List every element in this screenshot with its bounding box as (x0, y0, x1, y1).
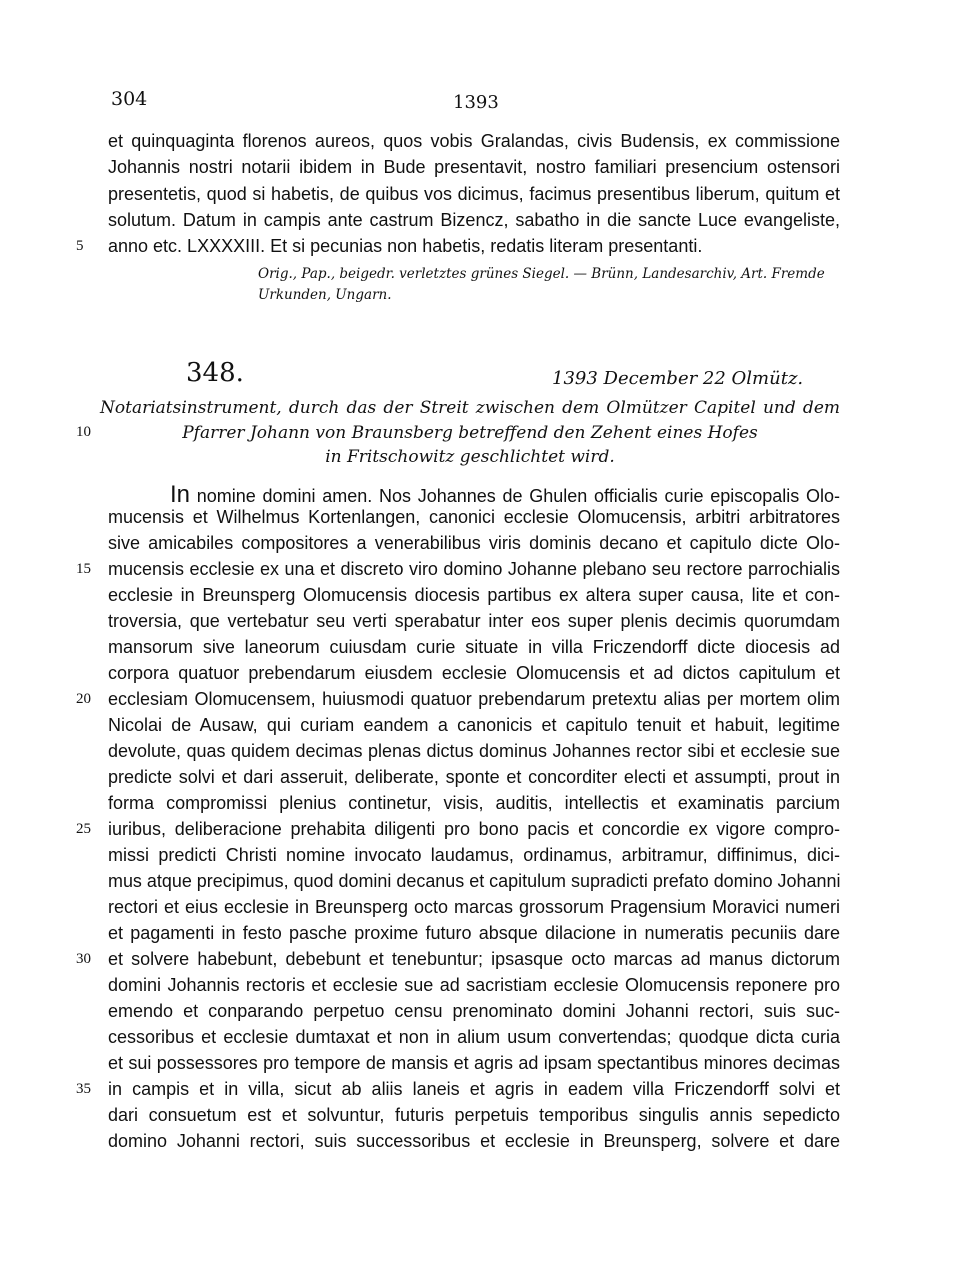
text-line: anno etc. LXXXXIII. Et si pecunias non habetis, redatis literam presentanti. (108, 236, 703, 256)
text-line: in campis et in villa, sicut ab aliis laneis et agris in eadem villa Friczendorff solvi et (108, 1079, 840, 1099)
text-line: ecclesiam Olomucensem, huiusmodi quatuor prebendarum pretextu alias per mortem olim (108, 689, 840, 709)
text-line: Johannis nostri notarii ibidem in Bude presentavit, nostro familiari presencium ostensori (108, 157, 840, 177)
text-line: corpora quatuor prebendarum eiusdem ecclesie Olomucensis et ad dictos capitulum et (108, 663, 840, 683)
text-line: ecclesie in Breunsperg Olomucensis diocesis partibus ex altera super causa, lite et con- (108, 585, 840, 605)
text-line: mus atque precipimus, quod domini decanus et capitulum supradicti prefato domino Johanni (108, 871, 841, 891)
text-line: presentetis, quod si habetis, de quibus vos dicimus, facimus presentibus liberum, quitum et (108, 184, 840, 204)
text-line: sive amicabiles compositores a venerabilibus viris dominis decano et capitulo dicte Olo- (108, 533, 840, 553)
text-line: forma compromissi plenius continetur, visis, auditis, intellectis et examinatis parcium (108, 793, 840, 813)
line-number: 10 (76, 424, 91, 440)
incipit-initial: In (170, 481, 191, 508)
text-line: et quinquaginta florenos aureos, quos vobis Gralandas, civis Budensis, ex commissione (108, 131, 840, 151)
text-line (170, 481, 840, 509)
document-date: 1393 December 22 Olmütz. (552, 368, 804, 389)
regest-line: Notariatsinstrument, durch das der Streit zwischen dem Olmützer Capitel und dem (100, 398, 840, 418)
incipit-rest: nomine domini amen. Nos Johannes de Ghulen officialis curie episcopalis Olo- (190, 486, 840, 506)
text-line: devolute, quas quidem decimas plenas dictus dominus Johannes rector sibi et ecclesie sue (108, 741, 840, 761)
page-year: 1393 (453, 92, 499, 113)
regest-line: Pfarrer Johann von Braunsberg betreffend den Zehent eines Hofes (182, 423, 758, 443)
text-line: et pagamenti in festo pasche proxime futuro absque dilacione in numeratis pecuniis dare (108, 923, 840, 943)
text-line: domino Johanni rectori, suis successoribus et ecclesie in Breunsperg, solvere et dare (108, 1131, 840, 1151)
text-line: predicte solvi et dari asseruit, deliberate, sponte et concorditer electi et assumpti, prout in (108, 767, 840, 787)
text-line: mucensis et Wilhelmus Kortenlangen, canonici ecclesie Olomucensis, arbitri arbitratores (108, 507, 840, 527)
text-line: et sui possessores pro tempore de mansis et agris ad ipsam spectantibus minores decimas (108, 1053, 840, 1073)
text-line: mucensis ecclesie ex una et discreto viro domino Johanne plebano seu rectore parrochialis (108, 559, 840, 579)
text-line: domini Johannis rectoris et ecclesie sue ad sacristiam ecclesie Olomucensis reponere pro (108, 975, 840, 995)
text-line: Nicolai de Ausaw, qui curiam eandem a canonicis et capitulo tenuit et habuit, legitime (108, 715, 840, 735)
line-number: 30 (76, 951, 91, 967)
text-line: missi predicti Christi nomine invocato laudamus, ordinamus, arbitramur, diffinimus, dici- (108, 845, 840, 865)
line-number: 35 (76, 1081, 91, 1097)
source-note: Orig., Pap., beigedr. verletztes grünes Siegel. — Brünn, Landesarchiv, Art. Fremde (258, 266, 825, 282)
line-number: 25 (76, 821, 91, 837)
line-number: 15 (76, 561, 91, 577)
source-note: Urkunden, Ungarn. (258, 287, 392, 303)
text-line: dari consuetum est et solvuntur, futuris perpetuis temporibus singulis annis sepedicto (108, 1105, 840, 1125)
line-number: 20 (76, 691, 91, 707)
regest-line: in Fritschowitz geschlichtet wird. (325, 447, 615, 467)
text-line: mansorum sive laneorum cuiusdam curie situate in villa Friczendorff dicte diocesis ad (108, 637, 840, 657)
text-line: et solvere habebunt, debebunt et tenebuntur; ipsasque octo marcas ad manus dictorum (108, 949, 840, 969)
text-line: iuribus, deliberacione prehabita diligenti pro bono pacis et concordie ex vigore compro- (108, 819, 840, 839)
line-number: 5 (76, 238, 84, 254)
text-line: solutum. Datum in campis ante castrum Bizencz, sabatho in die sancte Luce evangeliste, (108, 210, 840, 230)
text-line: cessoribus et ecclesie dumtaxat et non in alium usum convertendas; quodque dicta curia (108, 1027, 840, 1047)
page-number: 304 (111, 88, 148, 110)
text-line: emendo et conparando perpetuo censu prenominato domini Johanni rectori, suis suc- (108, 1001, 840, 1021)
document-number: 348. (186, 358, 244, 388)
text-line: rectori et eius ecclesie in Breunsperg octo marcas grossorum Pragensium Moravici numeri (108, 897, 840, 917)
text-line: troversia, que vertebatur seu verti sperabatur inter eos super plenis decimis quorumdam (108, 611, 840, 631)
